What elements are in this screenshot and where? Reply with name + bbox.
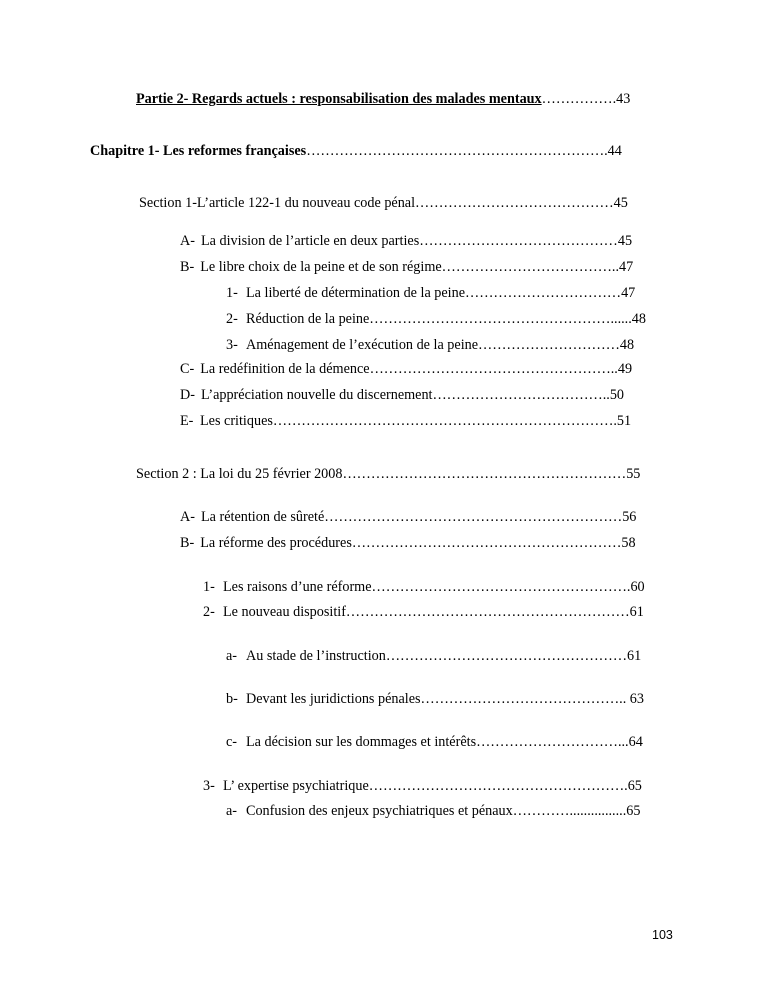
toc-entry-number: A-: [180, 233, 195, 249]
toc-entry-text: L’appréciation nouvelle du discernement………………………………..50: [200, 387, 625, 403]
toc-entry-number: A-: [180, 509, 195, 525]
toc-entry-number: C-: [180, 361, 195, 377]
toc-entry-number: 3-: [226, 337, 238, 353]
toc-entry-number: c-: [226, 734, 238, 750]
toc-entry-s1-b-1: [226, 284, 635, 302]
toc-entry-text: Devant les juridictions pénales…………………………………….. 63: [246, 691, 644, 707]
toc-entry-text: Aménagement de l’exécution de la peine…………………………48: [246, 337, 635, 353]
toc-entry-text: La réforme des procédures…………………………………………………58: [200, 535, 636, 551]
toc-entry-text: La redéfinition de la démence……………………………………………..49: [200, 361, 633, 377]
toc-entry-number: D-: [180, 387, 195, 403]
toc-entry-number: a-: [226, 648, 238, 664]
toc-section1-title: Section 1-L’article 122-1 du nouveau code pénal: [139, 195, 416, 211]
toc-entry-text: La décision sur les dommages et intérêts…………………………...64: [246, 734, 643, 750]
toc-entry-number: 2-: [226, 311, 238, 327]
toc-entry-number: 2-: [203, 604, 215, 620]
toc-partie-leader: …………….43: [541, 91, 631, 107]
toc-chapitre-entry: [90, 142, 622, 160]
toc-entry-text: Réduction de la peine……………………………………………......48: [246, 311, 646, 327]
toc-entry-number: 3-: [203, 778, 215, 794]
toc-entry-s1-b-2: [226, 310, 646, 328]
toc-partie-entry: [136, 90, 630, 108]
toc-entry-s1-e: [180, 412, 631, 430]
toc-entry-s2-b-1: [203, 578, 645, 596]
toc-entry-text: Au stade de l’instruction……………………………………………61: [246, 648, 642, 664]
toc-entry-s2-b-2: [203, 603, 644, 621]
toc-entry-s2-b-2-c: [226, 733, 643, 751]
toc-entry-text: Confusion des enjeux psychiatriques et pénaux…………................65: [246, 803, 641, 819]
toc-chapitre-leader: ……………………………………………………….44: [306, 143, 622, 159]
toc-entry-s2-a: [180, 508, 636, 526]
toc-entry-s2-b-3: [203, 777, 642, 795]
toc-entry-s2-b-3-a: [226, 802, 640, 820]
toc-entry-text: La liberté de détermination de la peine……………………………47: [246, 285, 636, 301]
toc-entry-s1-b-3: [226, 336, 634, 354]
toc-entry-number: B-: [180, 535, 195, 551]
toc-partie-title: Partie 2- Regards actuels : responsabilisation des malades mentaux: [136, 91, 542, 107]
toc-entry-s2-b-2-a: [226, 647, 641, 665]
toc-entry-text: Les raisons d’une réforme……………………………………………….60: [223, 579, 645, 595]
toc-entry-number: 1-: [226, 285, 238, 301]
toc-section1-entry: [139, 194, 628, 212]
toc-entry-number: B-: [180, 259, 195, 275]
toc-entry-number: a-: [226, 803, 238, 819]
toc-section1-leader: ……………………………………45: [415, 195, 628, 211]
toc-entry-text: Le nouveau dispositif……………………………………………………61: [223, 604, 644, 620]
page-number: 103: [652, 928, 673, 942]
toc-entry-number: 1-: [203, 579, 215, 595]
toc-entry-s2-b: [180, 534, 636, 552]
toc-entry-s2-b-2-b: [226, 690, 644, 708]
toc-entry-text: Les critiques……………………………………………………………….51: [200, 413, 632, 429]
toc-entry-s1-c: [180, 360, 632, 378]
toc-entry-s1-d: [180, 386, 624, 404]
toc-entry-text: L’ expertise psychiatrique……………………………………………….65: [223, 778, 642, 794]
toc-section2-entry: [136, 465, 640, 483]
toc-entry-text: Le libre choix de la peine et de son régime………………………………..47: [200, 259, 634, 275]
toc-entry-text: La rétention de sûreté………………………………………………………56: [200, 509, 637, 525]
toc-entry-s1-b: [180, 258, 633, 276]
toc-entry-s1-a: [180, 232, 632, 250]
toc-entry-number: b-: [226, 691, 238, 707]
toc-section2-title: Section 2 : La loi du 25 février 2008……………………………………………………55: [136, 466, 641, 482]
toc-entry-text: La division de l’article en deux parties……………………………………45: [200, 233, 633, 249]
toc-entry-number: E-: [180, 413, 194, 429]
toc-chapitre-title: Chapitre 1- Les reformes françaises: [90, 143, 307, 159]
